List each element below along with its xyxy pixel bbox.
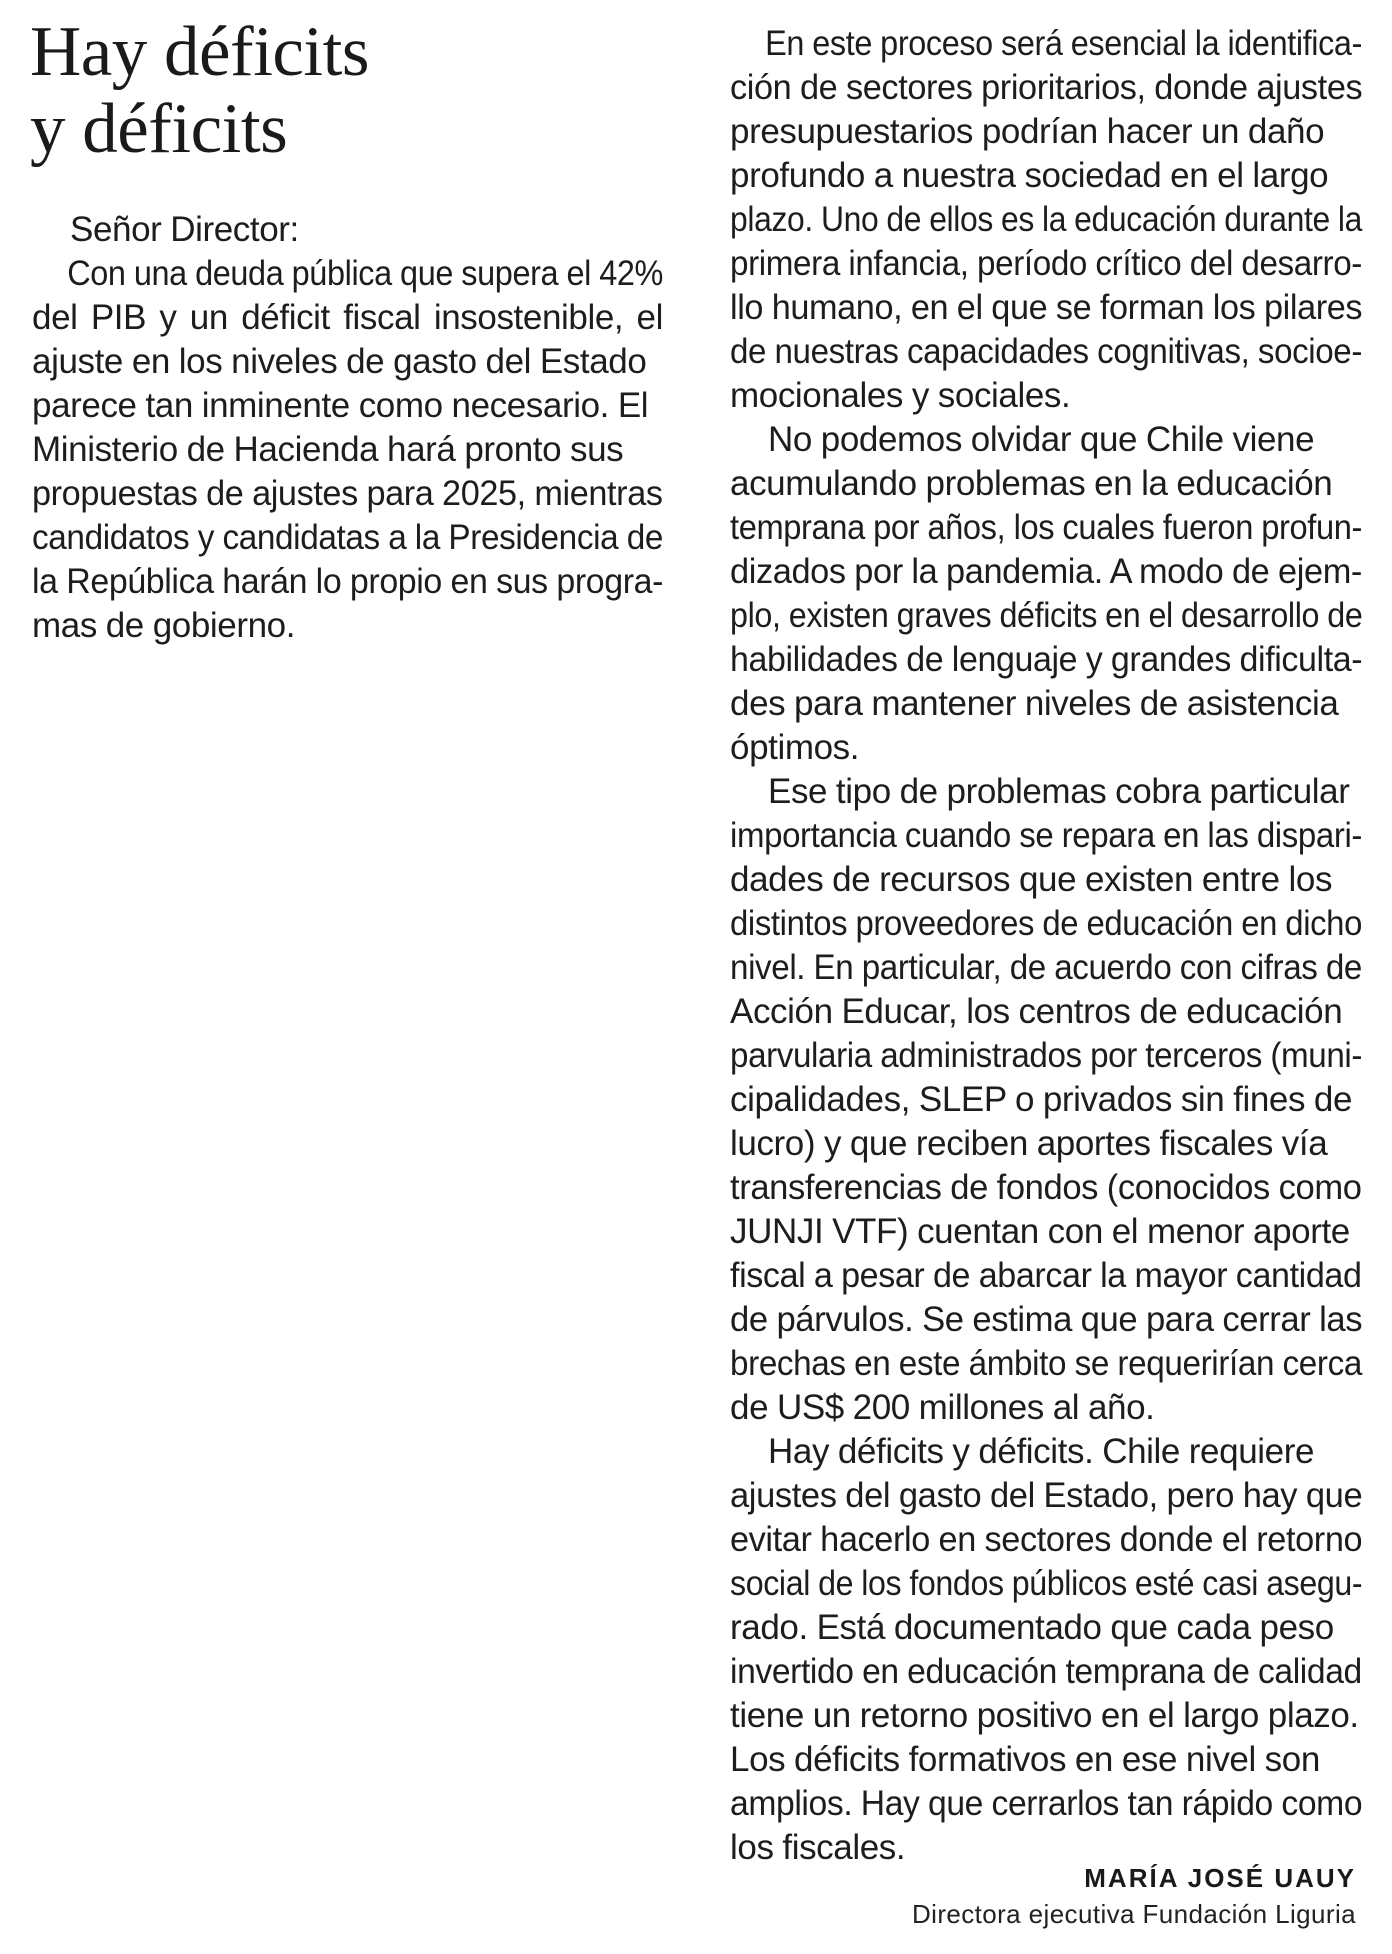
headline-line-2: y déficits [30,90,288,168]
body-text-line: plo, existen graves déficits en el desarrollo de [730,596,1363,635]
body-text-line: dades de recursos que existen entre los [730,860,1333,899]
body-text-line: presupuestarios podrían hacer un daño [730,112,1325,151]
body-text-line: mas de gobierno. [32,606,296,645]
body-text-line: Hay déficits y déficits. Chile requiere [768,1432,1315,1471]
body-text-line: En este proceso será esencial la identifica- [765,24,1362,63]
body-text-line: rado. Está documentado que cada peso [730,1608,1334,1647]
body-text-line: social de los fondos públicos esté casi asegu- [730,1564,1363,1603]
body-text-line: la República harán lo propio en sus progra- [32,562,663,601]
body-text-line: fiscal a pesar de abarcar la mayor cantidad [730,1256,1362,1295]
letter-signature [912,1862,1356,1934]
body-text-line: ajuste en los niveles de gasto del Estado [32,342,647,381]
body-text-line: evitar hacerlo en sectores donde el retorno [730,1520,1363,1559]
body-text-line: temprana por años, los cuales fueron profun- [730,508,1362,547]
body-text-line: primera infancia, período crítico del desarro- [730,244,1362,283]
body-text-line: llo humano, en el que se forman los pilares [730,288,1363,327]
body-text-line: No podemos olvidar que Chile viene [768,420,1315,459]
left-column [32,208,663,648]
body-text-line: lucro) y que reciben aportes fiscales vía [730,1124,1328,1163]
body-text-line: tiene un retorno positivo en el largo plazo. [730,1696,1359,1735]
author-role: Directora ejecutiva Fundación Liguria [911,1899,1356,1929]
body-text-line: JUNJI VTF) cuentan con el menor aporte [730,1212,1350,1251]
body-text-line: amplios. Hay que cerrarlos tan rápido como [730,1784,1363,1823]
body-text-line: Señor Director: [70,210,299,249]
body-text-line: Con una deuda pública que supera el 42% [67,254,664,293]
body-text-line: de párvulos. Se estima que para cerrar las [730,1300,1363,1339]
body-text-line: Ministerio de Hacienda hará pronto sus [32,430,624,469]
body-text-line: invertido en educación temprana de calidad [730,1652,1362,1691]
body-text-line: ajustes del gasto del Estado, pero hay que [730,1476,1363,1515]
body-text-line: parvularia administrados por terceros (muni- [730,1036,1363,1075]
body-text-line: profundo a nuestra sociedad en el largo [730,156,1329,195]
body-text-line: de US$ 200 millones al año. [730,1388,1155,1427]
body-text-line: propuestas de ajustes para 2025, mientras [32,474,663,513]
body-text-line: parece tan inminente como necesario. El [32,386,649,425]
body-text-line: nivel. En particular, de acuerdo con cifras de [730,948,1362,987]
body-text-line: dizados por la pandemia. A modo de ejem- [730,552,1362,591]
body-text-line: óptimos. [730,728,860,767]
body-text-line: mocionales y sociales. [730,376,1071,415]
headline-line-1: Hay déficits [30,13,370,91]
body-text-line: ción de sectores prioritarios, donde ajustes [730,68,1363,107]
body-text-line: Acción Educar, los centros de educación [730,992,1343,1031]
body-text-line: de nuestras capacidades cognitivas, socioe- [730,332,1362,371]
body-text-line: candidatos y candidatas a la Presidencia de [32,518,663,557]
body-text-line: los fiscales. [730,1828,906,1867]
body-text-line: distintos proveedores de educación en dicho [730,904,1362,943]
body-text-line: des para mantener niveles de asistencia [730,684,1339,723]
body-text-line: Ese tipo de problemas cobra particular [768,772,1350,811]
body-text-line: habilidades de lenguaje y grandes dificulta- [730,640,1363,679]
body-text-line: brechas en este ámbito se requerirían cerca [730,1344,1362,1383]
body-text-line: acumulando problemas en la educación [730,464,1333,503]
author-name: MARÍA JOSÉ UAUY [1084,1863,1356,1893]
right-column [730,22,1362,1870]
body-text-line: importancia cuando se repara en las dispari- [730,816,1363,855]
body-text-line: transferencias de fondos (conocidos como [730,1168,1362,1207]
article-headline [30,14,680,168]
body-text-line: plazo. Uno de ellos es la educación durante la [730,200,1362,239]
body-text-line: del PIB y un déficit fiscal insostenible, el [32,298,663,337]
body-text-line: cipalidades, SLEP o privados sin fines de [730,1080,1353,1119]
body-text-line: Los déficits formativos en ese nivel son [730,1740,1320,1779]
